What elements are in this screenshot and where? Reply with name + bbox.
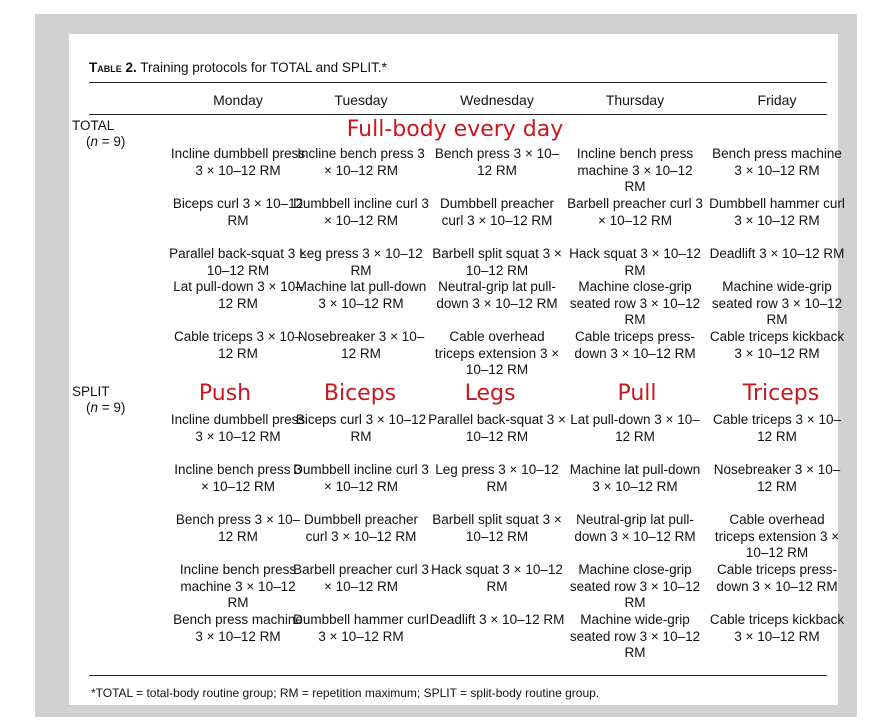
split-r5-friday: Cable triceps kickback 3 × 10–12 RM [709,612,845,644]
split-r1-tuesday: Biceps curl 3 × 10–12 RM [295,412,427,444]
total-r5-thursday: Cable triceps press-down 3 × 10–12 RM [574,329,696,361]
n-symbol: n [90,400,99,415]
split-r3-tuesday: Dumbbell preacher curl 3 × 10–12 RM [303,512,419,544]
split-r5-tuesday: Dumbbell hammer curl 3 × 10–12 RM [293,612,429,644]
split-r2-monday: Incline bench press 3 × 10–12 RM [174,462,302,494]
total-r1-tuesday: Incline bench press 3 × 10–12 RM [297,146,425,178]
total-r4-monday: Lat pull-down 3 × 10–12 RM [173,279,303,311]
split-headline-pull: Pull [617,381,657,406]
header-rule [89,114,827,115]
split-headline-triceps: Triceps [742,381,820,406]
group-split-name: SPLIT [72,384,110,399]
split-r1-friday: Cable triceps 3 × 10–12 RM [713,412,841,444]
table-number: Table 2. [89,60,137,75]
total-r3-thursday: Hack squat 3 × 10–12 RM [569,246,701,278]
split-headline-push: Push [198,381,252,406]
top-rule [89,82,827,83]
total-r2-wednesday: Dumbbell preacher curl 3 × 10–12 RM [439,196,555,228]
total-r5-wednesday: Cable overhead triceps extension 3 × 10–12 RM [434,329,560,377]
split-r3-thursday: Neutral-grip lat pull-down 3 × 10–12 RM [574,512,696,544]
total-r5-friday: Cable triceps kickback 3 × 10–12 RM [709,329,845,361]
total-r4-wednesday: Neutral-grip lat pull-down 3 × 10–12 RM [436,279,558,311]
total-r1-wednesday: Bench press 3 × 10–12 RM [434,146,560,178]
split-r5-wednesday: Deadlift 3 × 10–12 RM [429,612,565,627]
split-r3-friday: Cable overhead triceps extension 3 × 10–12 RM [714,512,840,560]
split-headline-legs: Legs [464,381,516,406]
total-r2-thursday: Barbell preacher curl 3 × 10–12 RM [567,196,703,228]
total-r3-friday: Deadlift 3 × 10–12 RM [709,246,845,261]
header-tuesday: Tuesday [334,92,388,108]
split-r5-thursday: Machine wide-grip seated row 3 × 10–12 RM [569,612,701,660]
total-r2-tuesday: Dumbbell incline curl 3 × 10–12 RM [293,196,429,228]
split-r3-monday: Bench press 3 × 10–12 RM [175,512,301,544]
table-caption [89,60,387,76]
header-friday: Friday [757,92,797,108]
page-frame [35,14,857,717]
split-r4-monday: Incline bench press machine 3 × 10–12 RM [179,562,297,610]
split-r1-monday: Incline dumbbell press 3 × 10–12 RM [170,412,306,444]
header-wednesday: Wednesday [460,92,534,108]
total-r1-friday: Bench press machine 3 × 10–12 RM [712,146,842,178]
n-value: = 9) [98,400,126,415]
table-title: Training protocols for TOTAL and SPLIT.* [136,60,387,75]
table-panel [69,34,845,705]
split-r2-tuesday: Dumbbell incline curl 3 × 10–12 RM [293,462,429,494]
total-r3-wednesday: Barbell split squat 3 × 10–12 RM [432,246,562,278]
group-total-name: TOTAL [72,118,115,133]
total-r4-thursday: Machine close-grip seated row 3 × 10–12 RM [569,279,701,327]
split-r5-monday: Bench press machine 3 × 10–12 RM [173,612,303,644]
total-r3-monday: Parallel back-squat 3 × 10–12 RM [169,246,307,278]
n-symbol: n [90,134,99,149]
split-r2-friday: Nosebreaker 3 × 10–12 RM [713,462,841,494]
header-thursday: Thursday [605,92,665,108]
group-total-label [72,118,125,150]
total-r2-monday: Biceps curl 3 × 10–12 RM [172,196,304,228]
split-r1-wednesday: Parallel back-squat 3 × 10–12 RM [428,412,566,444]
table-footnote: *TOTAL = total-body routine group; RM = repetition maximum; SPLIT = split-body routine group. [91,686,600,700]
split-r1-thursday: Lat pull-down 3 × 10–12 RM [570,412,700,444]
split-r2-wednesday: Leg press 3 × 10–12 RM [435,462,559,494]
total-r5-monday: Cable triceps 3 × 10–12 RM [174,329,302,361]
group-split-label [72,384,125,416]
split-r2-thursday: Machine lat pull-down 3 × 10–12 RM [569,462,701,494]
total-r4-tuesday: Machine lat pull-down 3 × 10–12 RM [295,279,427,311]
split-r4-friday: Cable triceps press-down 3 × 10–12 RM [716,562,838,594]
split-r4-thursday: Machine close-grip seated row 3 × 10–12 RM [569,562,701,610]
split-r3-wednesday: Barbell split squat 3 × 10–12 RM [432,512,562,544]
group-split-n: (n = 9) [86,400,126,415]
split-r4-wednesday: Hack squat 3 × 10–12 RM [431,562,563,594]
split-headline-biceps: Biceps [323,381,397,406]
split-r4-tuesday: Barbell preacher curl 3 × 10–12 RM [293,562,429,594]
total-r1-thursday: Incline bench press machine 3 × 10–12 RM [576,146,694,194]
n-value: = 9) [98,134,126,149]
bottom-rule [89,675,827,676]
total-r5-tuesday: Nosebreaker 3 × 10–12 RM [297,329,425,361]
total-headline: Full-body every day [346,117,564,142]
group-total-n: (n = 9) [86,134,126,149]
total-r4-friday: Machine wide-grip seated row 3 × 10–12 RM [711,279,843,327]
total-r1-monday: Incline dumbbell press 3 × 10–12 RM [170,146,306,178]
header-monday: Monday [213,92,263,108]
total-r2-friday: Dumbbell hammer curl 3 × 10–12 RM [709,196,845,228]
total-r3-tuesday: Leg press 3 × 10–12 RM [299,246,423,278]
